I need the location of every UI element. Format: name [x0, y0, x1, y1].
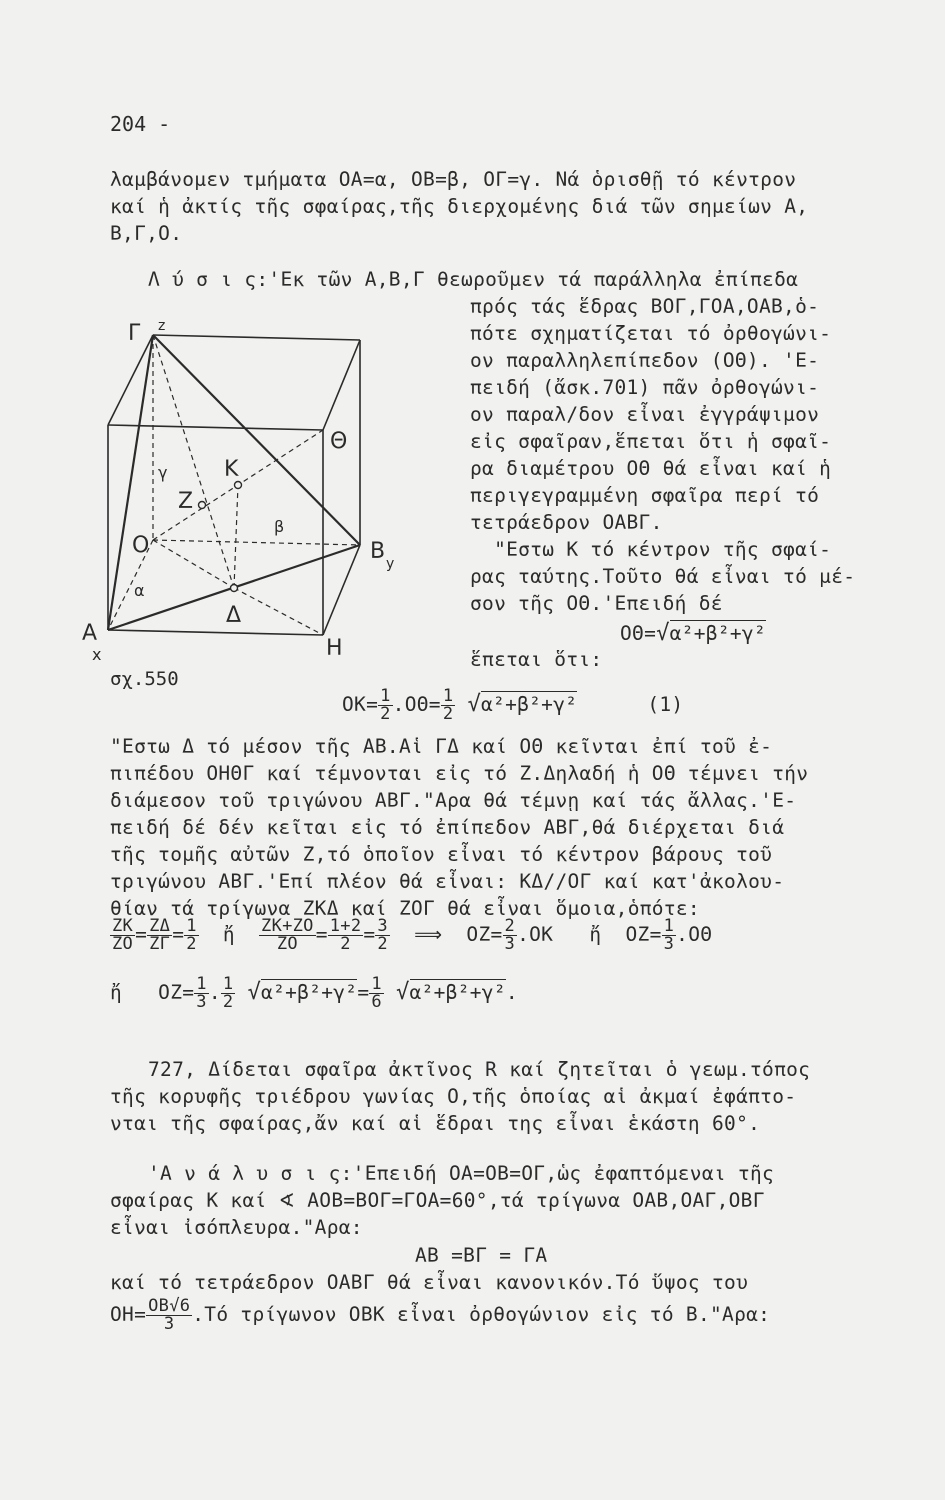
- eq1-frac-2: $\frac{1}{2}$: [442, 686, 454, 724]
- median-g-d: [153, 335, 234, 588]
- label-o: Ο: [132, 533, 150, 558]
- right-col-line-12: σον τῆς ΟΘ.'Επειδή δέ: [470, 592, 723, 615]
- root-sign-icon: √: [396, 980, 410, 1005]
- right-col-line-3: ον παραλληλεπίπεδον (ΟΘ). 'Ε-: [470, 349, 820, 372]
- equation-2: $\frac{ZK}{ZO}$ = $\frac{Z\Delta}{Z\Gamma}$ = $\frac{1}{2}$ ἤ $\frac{ZK+ZO}{ZO}$ = $\frac{1+2}{2}$ = $\frac{3}{2}$ ⟹ ΟΖ= $\frac{2}{3}$ .ΟΚ ἤ ΟΖ= $\frac{1}{3}$ .ΟΘ: [112, 916, 713, 954]
- right-col-line-5: ον παραλ/δον εἶναι ἐγγράψιμον: [470, 403, 820, 426]
- problem727-line-1: 727, Δίδεται σφαῖρα ἀκτῖνος R καί ζητεῖται ὁ γεωμ.τόπος: [148, 1058, 811, 1081]
- para2-line-3: διάμεσον τοῦ τριγώνου ΑΒΓ."Αρα θά τέμνῃ καί τάς ἄλλας.'Ε-: [110, 789, 797, 812]
- para1-line-1: λαμβάνομεν τμήματα ΟΑ=α, ΟΒ=β, ΟΓ=γ. Νά ὁρισθῇ τό κέντρον: [110, 168, 797, 191]
- equation-1: [342, 688, 683, 723]
- edge-top-right: [323, 340, 360, 430]
- root-sign-icon: √: [247, 980, 262, 1005]
- right-col-line-11: ρας ταύτης.Τοῦτο θά εἶναι τό μέ-: [470, 565, 856, 588]
- solution-heading: Λ ύ σ ι ς:'Εκ τῶν Α,Β,Γ θεωροῦμεν τά παράλληλα ἐπίπεδα: [148, 268, 799, 291]
- point-z: [199, 502, 206, 509]
- para2-line-6: τριγώνου ΑΒΓ.'Επί πλέον θά εἶναι: ΚΔ//ΟΓ καί κατ'ἀκολου-: [110, 870, 785, 893]
- label-d: Δ: [226, 603, 242, 628]
- equation-4: ΑΒ =ΒΓ = ΓΑ: [415, 1244, 548, 1267]
- label-gamma: γ: [158, 463, 168, 482]
- edge-bottom-right: [323, 545, 360, 635]
- right-col-line-7: ρα διαμέτρου ΟΘ θά εἶναι καί ἡ: [470, 457, 832, 480]
- eq1-tag: (1): [647, 693, 684, 716]
- right-col-line-1: πρός τάς ἕδρας ΒΟΓ,ΓΟΑ,ΟΑΒ,ὁ-: [470, 295, 820, 318]
- page-number: 204 -: [110, 112, 171, 136]
- root-sign-icon: √: [656, 621, 670, 646]
- para1-line-3: Β,Γ,Ο.: [110, 222, 183, 245]
- point-d: [231, 585, 238, 592]
- label-alpha: α: [134, 581, 145, 600]
- right-col-line-6: εἰς σφαῖραν,ἕπεται ὅτι ἡ σφαῖ-: [470, 430, 832, 453]
- label-g: Γ: [128, 321, 141, 346]
- para2-line-4: πειδή δέ δέν κεῖται εἰς τό ἐπίπεδον ΑΒΓ,θά διέρχεται διά: [110, 816, 785, 839]
- label-a: Α: [82, 621, 98, 646]
- otheta-radicand: α²+β²+γ²: [669, 622, 766, 645]
- problem727-line-2: τῆς κορυφῆς τριέδρου γωνίας Ο,τῆς ὁποίας αἱ ἀκμαί ἐφάπτο-: [110, 1085, 797, 1108]
- para2-line-1: "Εστω Δ τό μέσον τῆς ΑΒ.Αἱ ΓΔ καί ΟΘ κεῖνται ἐπί τοῦ ἐ-: [110, 735, 773, 758]
- tetra-line: καί τό τετράεδρον ΟΑΒΓ θά εἶναι κανονικόν.Τό ὕψος του: [110, 1271, 749, 1294]
- edge-o-b-dashed: [153, 540, 360, 545]
- para2-line-2: πιπέδου ΟΗΘΓ καί τέμνονται εἰς τό Ζ.Δηλαδή ἡ ΟΘ τέμνει τήν: [110, 762, 809, 785]
- problem727-line-3: νται τῆς σφαίρας,ἄν καί αἱ ἕδραι της εἶναι ἑκάστη 60°.: [110, 1112, 761, 1135]
- right-col-line-8: περιγεγραμμένη σφαῖρα περί τό: [470, 484, 820, 507]
- right-col-line-4: πειδή (ἄσκ.701) πᾶν ὀρθογώνι-: [470, 376, 820, 399]
- equation-3: ἤ ΟΖ= $\frac{1}{3}$ . $\frac{1}{2}$ √α²+β²+γ²= $\frac{1}{6}$ √α²+β²+γ².: [110, 974, 518, 1012]
- hepetai-text: ἕπεται ὅτι:: [470, 648, 603, 671]
- figure-caption: σχ.550: [110, 668, 179, 690]
- label-h: Η: [326, 636, 343, 661]
- label-y: y: [386, 556, 395, 572]
- right-col-line-2: πότε σχηματίζεται τό ὀρθογώνι-: [470, 322, 832, 345]
- segment-d-k: [234, 485, 238, 588]
- equation-5: ΟΗ= $\frac{OB√6}{3}$ .Τό τρίγωνον ΟΒΚ εἶναι ὀρθογώνιον εἰς τό Β."Αρα:: [110, 1296, 771, 1334]
- label-b: Β: [370, 539, 386, 564]
- figure-550: [78, 300, 408, 680]
- label-x: x: [92, 645, 102, 664]
- right-col-line-9: τετράεδρον ΟΑΒΓ.: [470, 511, 663, 534]
- implies-arrow-icon: ⟹: [414, 923, 443, 946]
- analysis-line-1: 'Α ν ά λ υ σ ι ς:'Επειδή ΟΑ=ΟΒ=ΟΓ,ὡς ἐφαπτόμεναι τῆς: [148, 1162, 775, 1185]
- otheta-lhs: ΟΘ=: [620, 622, 657, 645]
- point-k: [235, 482, 242, 489]
- right-col-line-10: "Εστω Κ τό κέντρον τῆς σφαί-: [470, 538, 832, 561]
- label-beta: β: [274, 517, 285, 536]
- analysis-line-3: εἶναι ἰσόπλευρα."Αρα:: [110, 1216, 363, 1239]
- edge-g-back-top: [153, 335, 360, 340]
- para2-line-7: θίαν τά τρίγωνα ΖΚΔ καί ΖΟΓ θά εἶναι ὅμοια,ὁπότε:: [110, 897, 700, 920]
- eq1-frac-1: $\frac{1}{2}$: [380, 686, 391, 724]
- label-z: Ζ: [178, 489, 194, 514]
- eq1-radicand: α²+β²+γ²: [480, 693, 578, 716]
- eq1-lhs: ΟΚ=: [342, 693, 379, 716]
- equation-otheta: [620, 622, 766, 646]
- segment-d-h: [234, 588, 323, 635]
- root-sign-icon: √: [467, 692, 481, 717]
- edge-a-h: [108, 630, 323, 635]
- label-theta: Θ: [330, 429, 348, 454]
- segment-o-d: [153, 540, 234, 588]
- eq1-mid: .ΟΘ=: [392, 693, 441, 716]
- label-k: Κ: [224, 457, 239, 482]
- analysis-line-2: σφαίρας Κ καί ∢ ΑΟΒ=ΒΟΓ=ΓΟΑ=60°,τά τρίγωνα ΟΑΒ,ΟΑΓ,ΟΒΓ: [110, 1189, 765, 1212]
- para1-line-2: καί ἡ ἀκτίς τῆς σφαίρας,τῆς διερχομένης διά τῶν σημείων Α,: [110, 195, 809, 218]
- para2-line-5: τῆς τομῆς αὐτῶν Ζ,τό ὁποῖον εἶναι τό κέντρον βάρους τοῦ: [110, 843, 773, 866]
- label-z-axis: z: [158, 318, 166, 334]
